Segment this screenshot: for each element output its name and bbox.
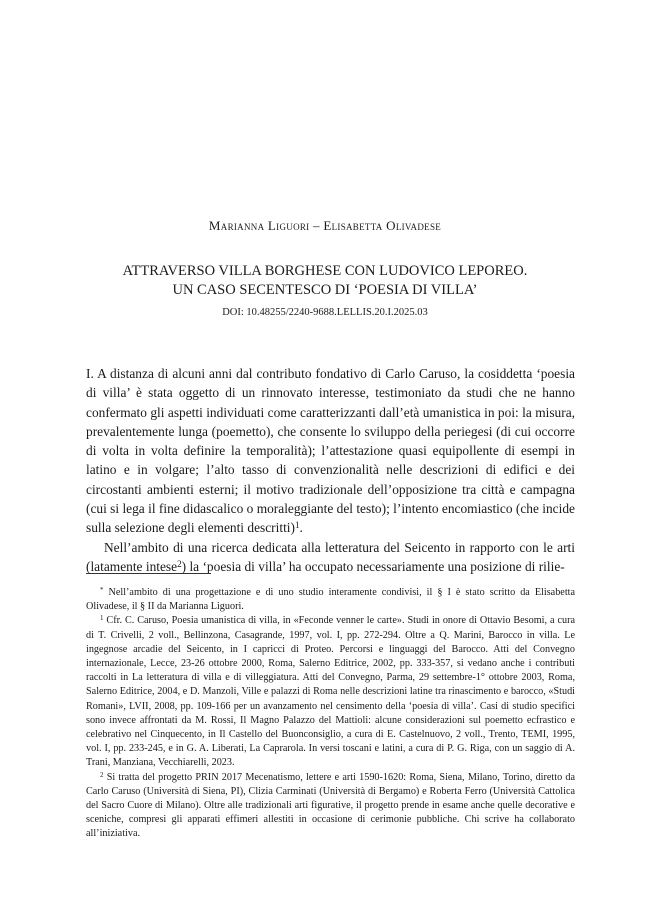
footnote-ref-1: 1 (294, 520, 300, 531)
article-authors: Marianna Liguori – Elisabetta Olivadese (208, 218, 442, 233)
footnote-1-mark: 1 (100, 615, 104, 623)
footnote-ref-2: 2 (177, 558, 182, 569)
footnote-star (86, 586, 575, 614)
footnote-star-mark: * (100, 586, 104, 594)
body-paragraph-1 (86, 364, 575, 538)
body-paragraph-2-text-b: ) la ‘poesia di villa’ ha occupato necessariamente una posizione di rilie- (181, 558, 565, 574)
article-title-line-2: UN CASO SECENTESCO DI ‘POESIA DI VILLA’ (172, 282, 478, 298)
article-title (0, 262, 650, 300)
footnote-1 (86, 614, 575, 770)
article-title-line-1: ATTRAVERSO VILLA BORGHESE CON LUDOVICO LEPOREO. (122, 263, 528, 279)
footnote-2-mark: 2 (100, 771, 104, 779)
body-paragraph-2-text-a: Nell’ambito di una ricerca dedicata alla letteratura del Seicento in rapporto con le arti (latamente intese (86, 539, 575, 574)
body-paragraph-1-end: . (299, 520, 303, 536)
footnote-2 (86, 771, 575, 842)
footnote-1-text: Cfr. C. Caruso, Poesia umanistica di villa, in «Feconde venner le carte». Studi in onore di Ottavio Besomi, a cura di T. Crivelli, 2 voll., Bellinzona, Casagrande, 1997, vol. I, pp. 272-294. Oltre a Q. Marini, Barocco in villa. Le ingegnose arcadie del Seicento, in I capricci di Proteo. Percorsi e linguaggi del Barocco. Atti del Convegno internazionale, Lecce, 23-26 ottobre 2000, Roma, Salerno Editrice, 2002, pp. 333-357, si vedano anche i contributi raccolti in La letteratura di villa e di villeggiatura. Atti del Convegno, Parma, 29 settembre-1° ottobre 2003, Roma, Salerno Editrice, 2004, e D. Manzoli, Ville e palazzi di Roma nelle descrizioni latine tra rinascimento e barocco, «Studi Romani», LVII, 2008, pp. 109-166 per un avanzamento nel censimento della ‘poesia di villa’. Casi di studio specifici sono invece affrontati da M. Rossi, Il Magno Palazzo del Mattioli: alcune considerazioni sul poemetto ecfrastico e celebrativo nel Cinquecento, in Il Castello del Buonconsiglio, a cura di E. Castelnuovo, 2 voll., Trento, TEMI, 1995, vol. I, pp. 233-245, e in G. A. Liberati, La Caprarola. In versi toscani e latini, a cura di P. G. Riga, con un saggio di A. Trani, Manziana, Vecchiarelli, 2023. (86, 615, 575, 769)
article-doi: DOI: 10.48255/2240-9688.LELLIS.20.I.2025.03 (222, 307, 428, 318)
footnote-divider (86, 573, 211, 574)
article-body (86, 364, 575, 576)
footnote-2-text: Si tratta del progetto PRIN 2017 Mecenatismo, lettere e arti 1590-1620: Roma, Siena, Milano, Torino, diretto da Carlo Caruso (Università di Siena, PI), Clizia Carminati (Università di Bergamo) e Roberta Ferro (Università Cattolica del Sacro Cuore di Milano). Oltre alle tradizionali arti figurative, il progetto prende in esame anche quelle decorative e sceniche, compresi gli apparati effimeri allestiti in occasione di cerimonie pubbliche. Chi scrive ha collaborato all’iniziativa. (86, 771, 576, 840)
body-paragraph-2 (86, 538, 575, 577)
footnote-star-text: Nell’ambito di una progettazione e di uno studio interamente condivisi, il § I è stato scritto da Elisabetta Olivadese, il § II da Marianna Liguori. (86, 587, 575, 613)
footnotes (86, 586, 575, 842)
body-paragraph-1-text: I. A distanza di alcuni anni dal contributo fondativo di Carlo Caruso, la cosiddetta ‘poesia di villa’ è stata oggetto di un rinnovato interesse, testimoniato da studi che ne hanno confermato gli aspetti individuati come caratterizzanti dall’età umanistica in poi: la misura, prevalentemente lunga (poemetto), che consente lo sviluppo della periegesi (di cui occorre di volta in volta definire la temporalità); l’attestazione quasi equipollente di esempi in latino e in volgare; l’alto tasso di convenzionalità nelle descrizioni di edifici e dei circostanti ambienti esterni; il motivo tradizionale dell’opposizione tra città e campagna (cui si lega il fine didascalico o moraleggiante del testo); l’intento encomiastico (che incide sulla selezione degli elementi descritti) (86, 366, 575, 536)
